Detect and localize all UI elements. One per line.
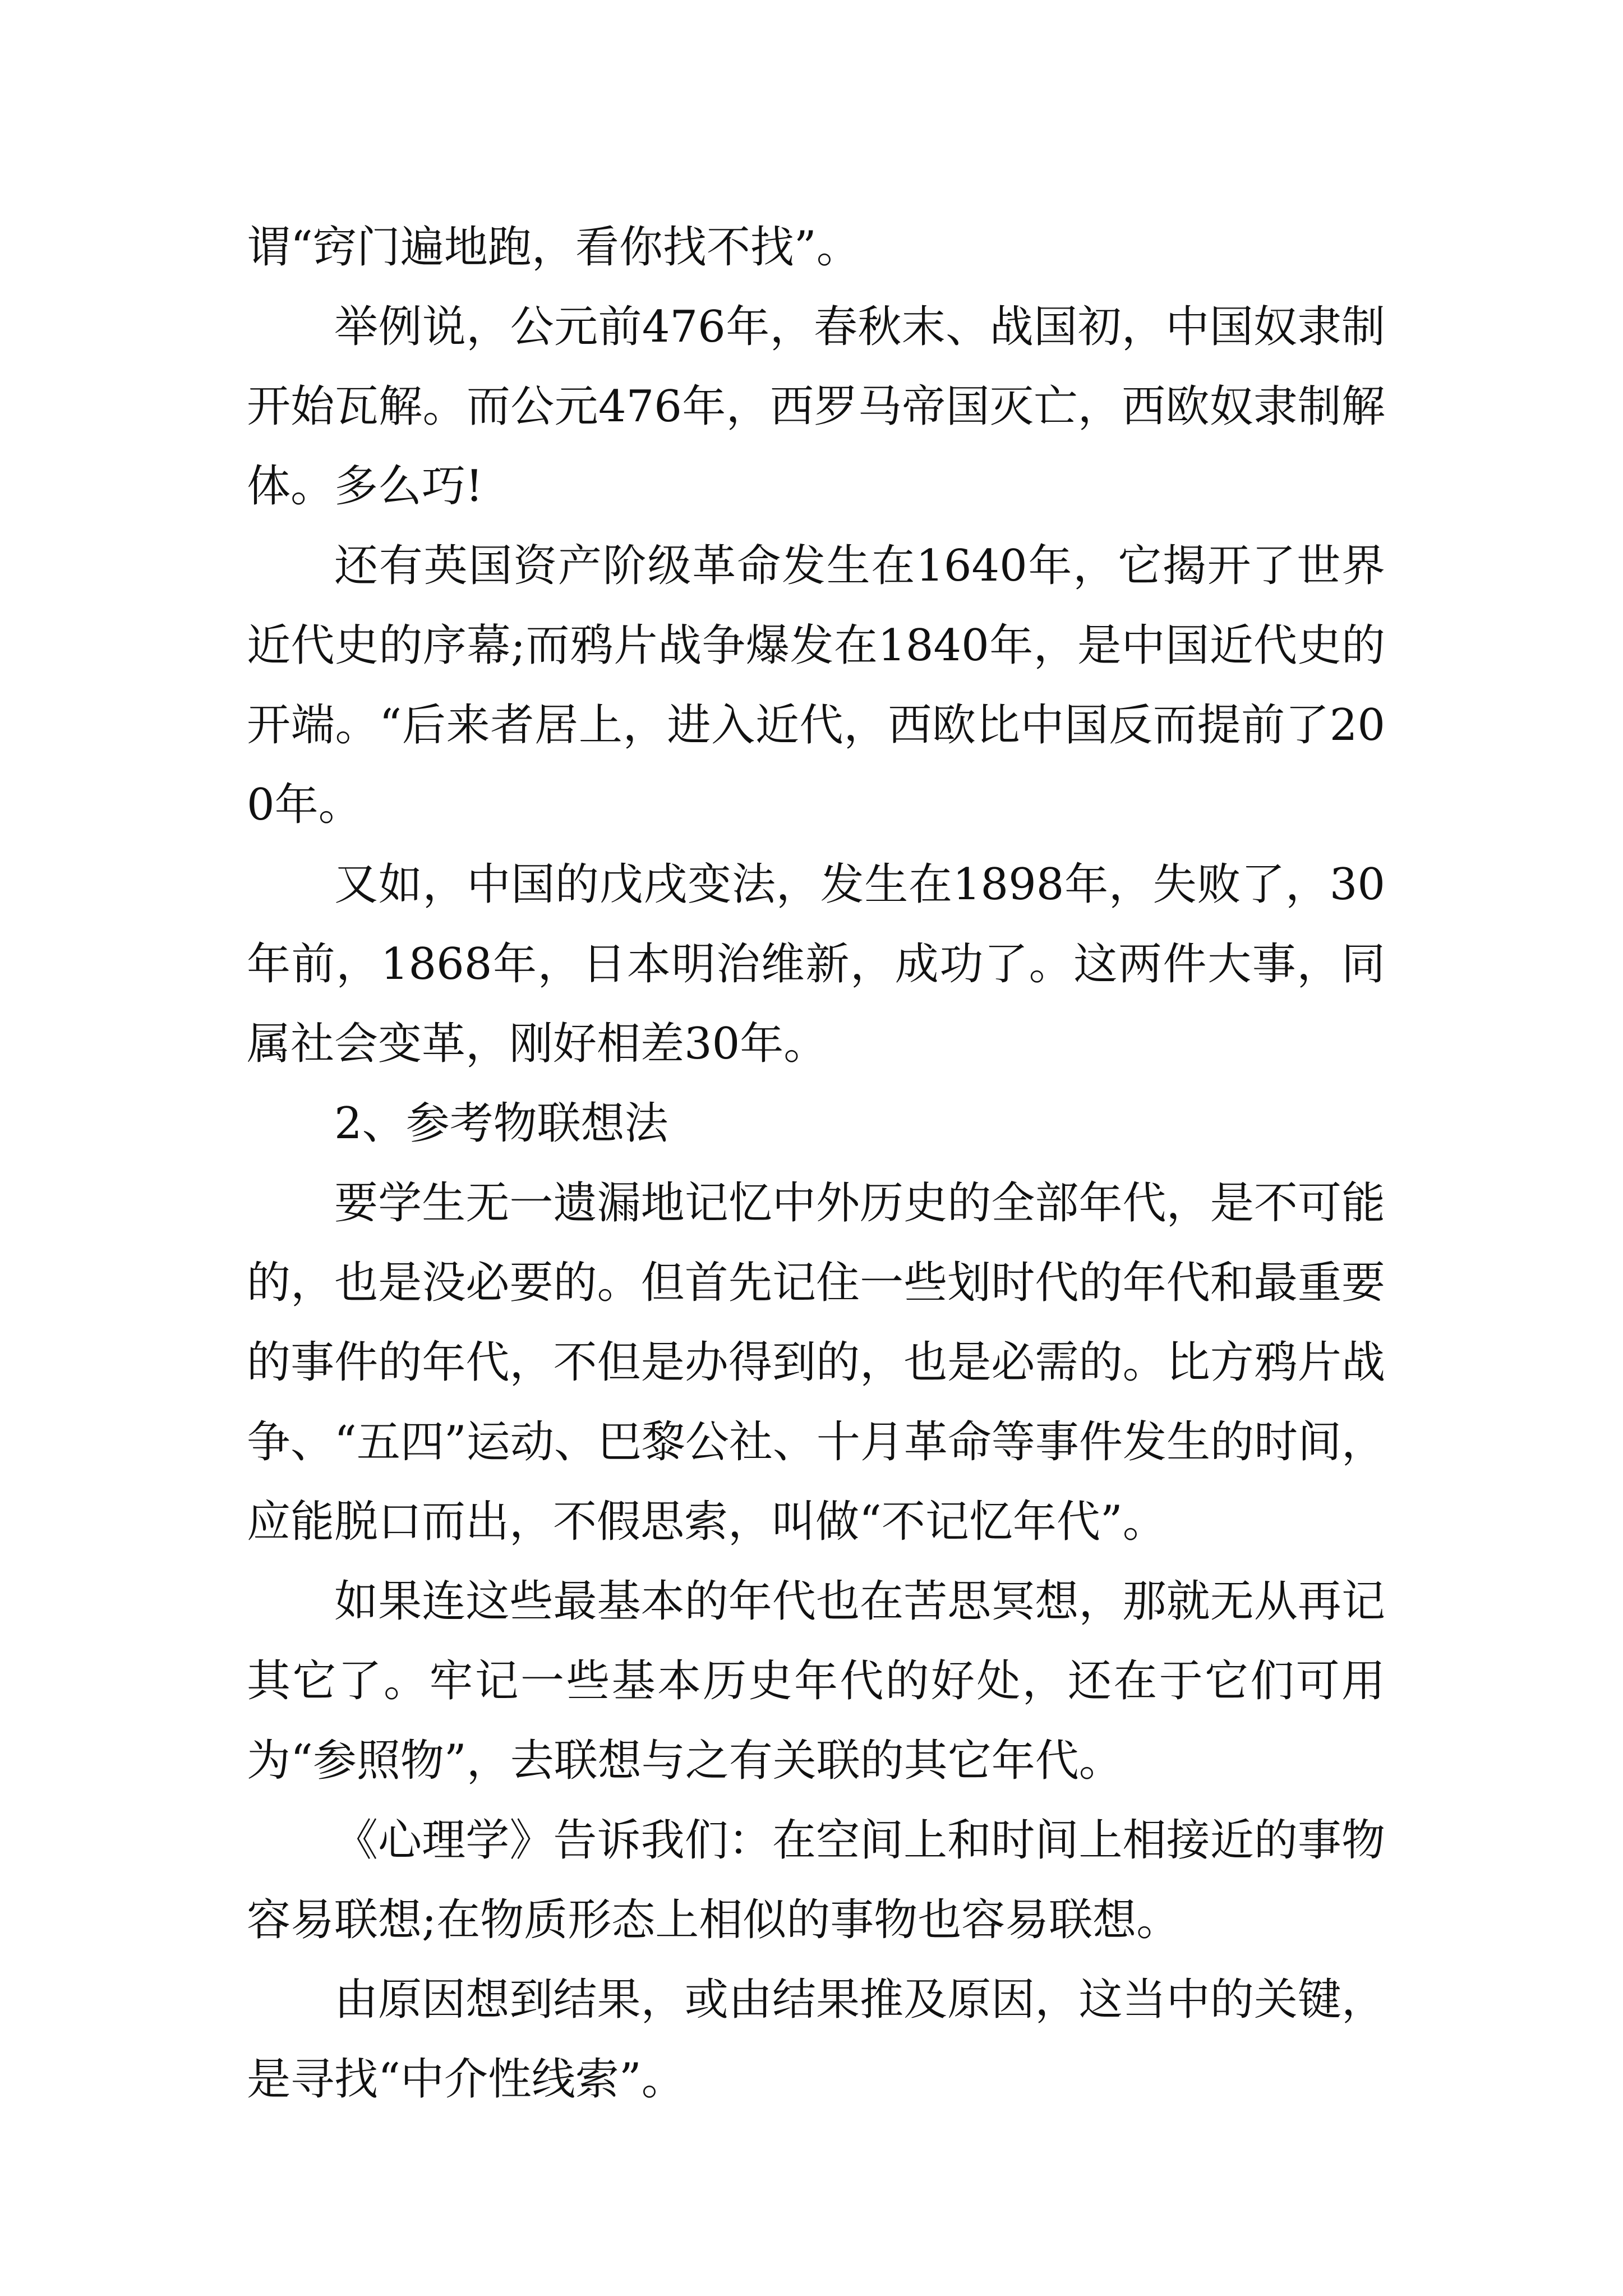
- paragraph-intermediary-clues: 由原因想到结果，或由结果推及原因，这当中的关键，是寻找“中介性线索”。: [247, 1975, 1385, 2105]
- paragraph-example-1640: 还有英国资产阶级革命发生在1640年，它揭开了世界近代史的序幕;而鸦片战争爆发在1840年，是中国近代史的开端。“后来者居上，进入近代，西欧比中国反而提前了200年。: [247, 541, 1385, 830]
- paragraph-reference-objects: 如果连这些最基本的年代也在苦思冥想，那就无从再记其它了。牢记一些基本历史年代的好处，还在于它们可用为“参照物”，去联想与之有关联的其它年代。: [247, 1576, 1385, 1786]
- document-page: [247, 208, 1385, 2119]
- section-heading-reference-association: 2、参考物联想法: [334, 1098, 668, 1149]
- paragraph-example-476: 举例说，公元前476年，春秋末、战国初，中国奴隶制开始瓦解。而公元476年，西罗马帝国灭亡，西欧奴隶制解体。多么巧!: [247, 302, 1385, 512]
- paragraph-key-dates: 要学生无一遗漏地记忆中外历史的全部年代，是不可能的，也是没必要的。但首先记住一些划时代的年代和最重要的事件的年代，不但是办得到的，也是必需的。比方鸦片战争、“五四”运动、巴黎公社、十月革命等事件发生的时间，应能脱口而出，不假思索，叫做“不记忆年代”。: [247, 1178, 1385, 1547]
- paragraph-example-1898: 又如，中国的戊戌变法，发生在1898年，失败了，30年前，1868年，日本明治维新，成功了。这两件大事，同属社会变革，刚好相差30年。: [247, 859, 1385, 1069]
- paragraph-psychology: 《心理学》告诉我们：在空间上和时间上相接近的事物容易联想;在物质形态上相似的事物也容易联想。: [247, 1815, 1385, 1945]
- paragraph-continuation: 谓“窍门遍地跑，看你找不找”。: [247, 222, 860, 273]
